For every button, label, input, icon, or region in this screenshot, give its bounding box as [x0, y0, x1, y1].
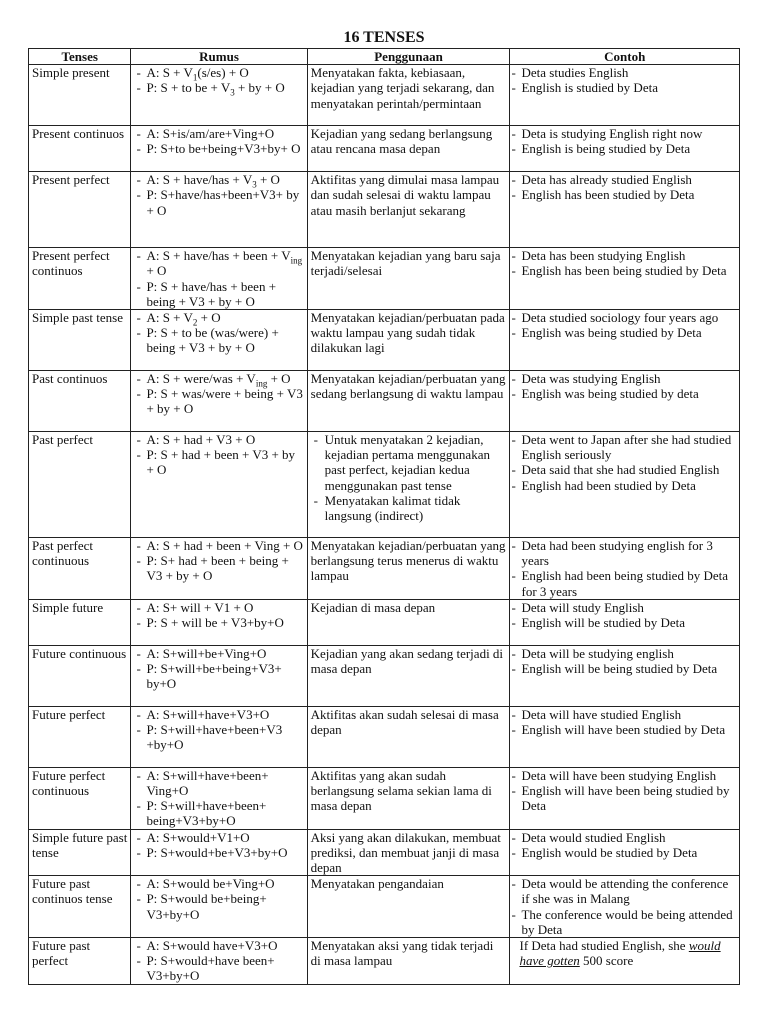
contoh-cell	[510, 248, 740, 310]
contoh-cell	[510, 706, 740, 767]
penggunaan-cell: Aktifitas akan sudah selesai di masa depan	[307, 706, 510, 767]
contoh-list	[513, 600, 736, 630]
contoh-item: - English has been being studied by Deta	[513, 263, 736, 278]
contoh-cell	[510, 767, 740, 829]
contoh-list	[513, 768, 736, 814]
contoh-list	[513, 371, 736, 401]
penggunaan-cell: Aksi yang akan dilakukan, membuat prediksi, dan membuat janji di masa depan	[307, 829, 510, 876]
contoh-list	[513, 126, 736, 156]
contoh-item: - Deta is studying English right now	[513, 126, 736, 141]
tenses-table	[28, 48, 740, 985]
contoh-item: - English will be studied by Deta	[513, 615, 736, 630]
rumus-passive: - P: S+will+be+being+V3+ by+O	[134, 661, 303, 691]
tense-name: Future perfect	[29, 706, 131, 767]
tense-name: Future past perfect	[29, 938, 131, 985]
penggunaan-cell: Aktifitas yang dimulai masa lampau dan sudah selesai di waktu lampau atau masih berlanjut sekarang	[307, 172, 510, 248]
rumus-active: - A: S + were/was + $V_{ing} + O$	[134, 371, 303, 386]
tense-name: Present perfect	[29, 172, 131, 248]
penggunaan-cell: Menyatakan kejadian/perbuatan yang berlangsung terus menerus di waktu lampau	[307, 538, 510, 600]
contoh-item: - Deta studies English	[513, 65, 736, 80]
table-row	[29, 938, 740, 985]
penggunaan-cell: Kejadian yang akan sedang terjadi di masa depan	[307, 645, 510, 706]
table-row	[29, 767, 740, 829]
rumus-passive: - P: S+would+be+V3+by+O	[134, 845, 303, 860]
tense-name: Future perfect continuous	[29, 767, 131, 829]
emphasis-text: would have gotten	[519, 938, 721, 969]
rumus-cell	[131, 938, 307, 985]
penggunaan-cell: Menyatakan aksi yang tidak terjadi di masa lampau	[307, 938, 510, 985]
rumus-passive: - P: S + had + been + V3 + by + O	[134, 447, 303, 477]
contoh-cell	[510, 599, 740, 645]
contoh-item: - Deta said that she had studied English	[513, 462, 736, 477]
rumus-cell	[131, 706, 307, 767]
rumus-list	[134, 371, 303, 417]
rumus-list	[134, 432, 303, 478]
rumus-cell	[131, 65, 307, 126]
penggunaan-cell: Menyatakan kejadian/perbuatan pada waktu lampau yang sudah tidak dilakukan lagi	[307, 310, 510, 371]
rumus-list	[134, 600, 303, 630]
table-header-row	[29, 49, 740, 65]
contoh-item: - Deta will have been studying English	[513, 768, 736, 783]
table-row	[29, 248, 740, 310]
rumus-cell	[131, 538, 307, 600]
table-row	[29, 65, 740, 126]
rumus-cell	[131, 371, 307, 432]
contoh-item: - Deta will have studied English	[513, 707, 736, 722]
contoh-item: - Deta studied sociology four years ago	[513, 310, 736, 325]
contoh-item: - English had been being studied by Deta for 3 years	[513, 568, 736, 598]
rumus-cell	[131, 172, 307, 248]
rumus-list	[134, 768, 303, 829]
contoh-item: - English had been studied by Deta	[513, 478, 736, 493]
contoh-cell	[510, 432, 740, 538]
contoh-list	[513, 830, 736, 860]
penggunaan-cell: Menyatakan kejadian yang baru saja terjadi/selesai	[307, 248, 510, 310]
contoh-list	[513, 310, 736, 340]
contoh-cell	[510, 645, 740, 706]
contoh-item: - Deta had been studying english for 3 years	[513, 538, 736, 568]
table-row	[29, 706, 740, 767]
penggunaan-cell: Menyatakan kejadian/perbuatan yang sedang berlangsung di waktu lampau	[307, 371, 510, 432]
contoh-cell	[510, 829, 740, 876]
contoh-item: - Deta would be attending the conference if she was in Malang	[513, 876, 736, 906]
contoh-list	[513, 432, 736, 493]
table-row	[29, 172, 740, 248]
rumus-active: - A: S+is/am/are+Ving+O	[134, 126, 303, 141]
penggunaan-list	[311, 432, 507, 523]
rumus-cell	[131, 126, 307, 172]
rumus-active: - A: S + had + V3 + O	[134, 432, 303, 447]
contoh-item: - English was being studied by Deta	[513, 325, 736, 340]
rumus-passive: - P: S+ had + been + being + V3 + by + O	[134, 553, 303, 583]
contoh-item: - Deta will be studying english	[513, 646, 736, 661]
table-row	[29, 310, 740, 371]
contoh-cell	[510, 65, 740, 126]
penggunaan-cell: Kejadian di masa depan	[307, 599, 510, 645]
contoh-item: - English will have been being studied by Deta	[513, 783, 736, 813]
contoh-list	[513, 707, 736, 737]
rumus-passive: - P: S + to be + $V_3$ + by + O	[134, 80, 303, 95]
rumus-passive: - P: S + have/has + been + being + V3 + by + O	[134, 279, 303, 309]
rumus-list	[134, 830, 303, 860]
contoh-item: - Deta has been studying English	[513, 248, 736, 263]
rumus-list	[134, 65, 303, 98]
rumus-passive: - P: S+will+have+been+V3 +by+O	[134, 722, 303, 752]
header-contoh: Contoh	[510, 49, 740, 65]
tense-name: Simple past tense	[29, 310, 131, 371]
rumus-list	[134, 248, 303, 309]
rumus-passive: - P: S + to be (was/were) + being + V3 + by + O	[134, 325, 303, 355]
contoh-item: - English has been studied by Deta	[513, 187, 736, 202]
contoh-cell	[510, 172, 740, 248]
penggunaan-cell: Aktifitas yang akan sudah berlangsung selama sekian lama di masa depan	[307, 767, 510, 829]
table-row	[29, 126, 740, 172]
rumus-cell	[131, 767, 307, 829]
rumus-active: - A: $S + V_2 + O$	[134, 310, 303, 325]
rumus-cell	[131, 248, 307, 310]
tense-name: Past perfect continuous	[29, 538, 131, 600]
contoh-item: - English will have been studied by Deta	[513, 722, 736, 737]
penggunaan-cell	[307, 432, 510, 538]
contoh-item: - English was being studied by deta	[513, 386, 736, 401]
rumus-active: - A: S+ will + V1 + O	[134, 600, 303, 615]
header-tenses: Tenses	[29, 49, 131, 65]
tense-name: Present perfect continuos	[29, 248, 131, 310]
table-row	[29, 645, 740, 706]
contoh-list	[513, 248, 736, 278]
table-row	[29, 876, 740, 938]
table-row	[29, 432, 740, 538]
table-row	[29, 371, 740, 432]
contoh-list	[513, 876, 736, 937]
tense-name: Present continuos	[29, 126, 131, 172]
rumus-active: - A: S+will+be+Ving+O	[134, 646, 303, 661]
rumus-list	[134, 538, 303, 584]
rumus-cell	[131, 599, 307, 645]
rumus-active: - A: S + had + been + Ving + O	[134, 538, 303, 553]
contoh-item: - Deta went to Japan after she had studied English seriously	[513, 432, 736, 462]
rumus-passive: - P: S+will+have+been+ being+V3+by+O	[134, 798, 303, 828]
rumus-passive: - P: S+would+have been+ V3+by+O	[134, 953, 303, 983]
contoh-item: - The conference would be being attended by Deta	[513, 907, 736, 937]
rumus-list	[134, 938, 303, 984]
rumus-active: - A: S+would have+V3+O	[134, 938, 303, 953]
penggunaan-item: - Untuk menyatakan 2 kejadian, kejadian pertama menggunakan past perfect, kejadian kedua menggunakan past tense	[311, 432, 507, 493]
tense-name: Past perfect	[29, 432, 131, 538]
contoh-cell	[510, 371, 740, 432]
contoh-list	[513, 172, 736, 202]
contoh-item: If Deta had studied English, she would have gotten 500 score	[519, 938, 721, 969]
tense-name: Past continuos	[29, 371, 131, 432]
contoh-list	[513, 538, 736, 599]
page-title: 16 TENSES	[343, 29, 425, 46]
contoh-cell	[510, 538, 740, 600]
rumus-cell	[131, 876, 307, 938]
rumus-passive: - P: S+would be+being+ V3+by+O	[134, 891, 303, 921]
contoh-item: - Deta will study English	[513, 600, 736, 615]
rumus-active: - A: S+will+have+V3+O	[134, 707, 303, 722]
penggunaan-cell: Menyatakan fakta, kebiasaan, kejadian yang terjadi sekarang, dan menyatakan perintah/permintaan	[307, 65, 510, 126]
contoh-cell	[510, 126, 740, 172]
rumus-active: - A: $S + V_1(s/es) + O$	[134, 65, 303, 80]
rumus-list	[134, 310, 303, 356]
contoh-item: - Deta has already studied English	[513, 172, 736, 187]
rumus-cell	[131, 645, 307, 706]
rumus-active: - A: S+would be+Ving+O	[134, 876, 303, 891]
rumus-cell	[131, 432, 307, 538]
contoh-list	[513, 65, 736, 95]
contoh-item: - English would be studied by Deta	[513, 845, 736, 860]
contoh-cell	[510, 938, 740, 985]
rumus-active: - A: S + have/has + $V_3 + O$	[134, 172, 303, 187]
rumus-active: - A: S+would+V1+O	[134, 830, 303, 845]
tense-name: Simple present	[29, 65, 131, 126]
table-row	[29, 538, 740, 600]
rumus-cell	[131, 310, 307, 371]
penggunaan-cell: Menyatakan pengandaian	[307, 876, 510, 938]
rumus-list	[134, 707, 303, 753]
contoh-item: - English is being studied by Deta	[513, 141, 736, 156]
contoh-cell	[510, 310, 740, 371]
penggunaan-cell: Kejadian yang sedang berlangsung atau rencana masa depan	[307, 126, 510, 172]
penggunaan-item: - Menyatakan kalimat tidak langsung (indirect)	[311, 493, 507, 523]
header-rumus: Rumus	[131, 49, 307, 65]
contoh-item: - Deta would studied English	[513, 830, 736, 845]
contoh-cell	[510, 876, 740, 938]
rumus-list	[134, 172, 303, 218]
tense-name: Future continuous	[29, 645, 131, 706]
table-row	[29, 829, 740, 876]
rumus-cell	[131, 829, 307, 876]
tense-name: Simple future	[29, 599, 131, 645]
rumus-passive: - P: S + was/were + being + V3 + by + O	[134, 386, 303, 416]
tense-name: Future past continuos tense	[29, 876, 131, 938]
rumus-list	[134, 646, 303, 692]
contoh-item: - English will be being studied by Deta	[513, 661, 736, 676]
table-row	[29, 599, 740, 645]
contoh-item: - English is studied by Deta	[513, 80, 736, 95]
rumus-passive: - P: S+to be+being+V3+by+ O	[134, 141, 303, 156]
rumus-passive: - P: S+have/has+been+V3+ by + O	[134, 187, 303, 217]
rumus-list	[134, 126, 303, 156]
contoh-list	[513, 646, 736, 676]
rumus-passive: - P: S + will be + V3+by+O	[134, 615, 303, 630]
contoh-item: - Deta was studying English	[513, 371, 736, 386]
header-penggunaan: Penggunaan	[307, 49, 510, 65]
rumus-list	[134, 876, 303, 922]
rumus-active: - A: S+will+have+been+ Ving+O	[134, 768, 303, 798]
rumus-active: - A: S + have/has + been + $V_{ing} + O$	[134, 248, 303, 278]
tense-name: Simple future past tense	[29, 829, 131, 876]
